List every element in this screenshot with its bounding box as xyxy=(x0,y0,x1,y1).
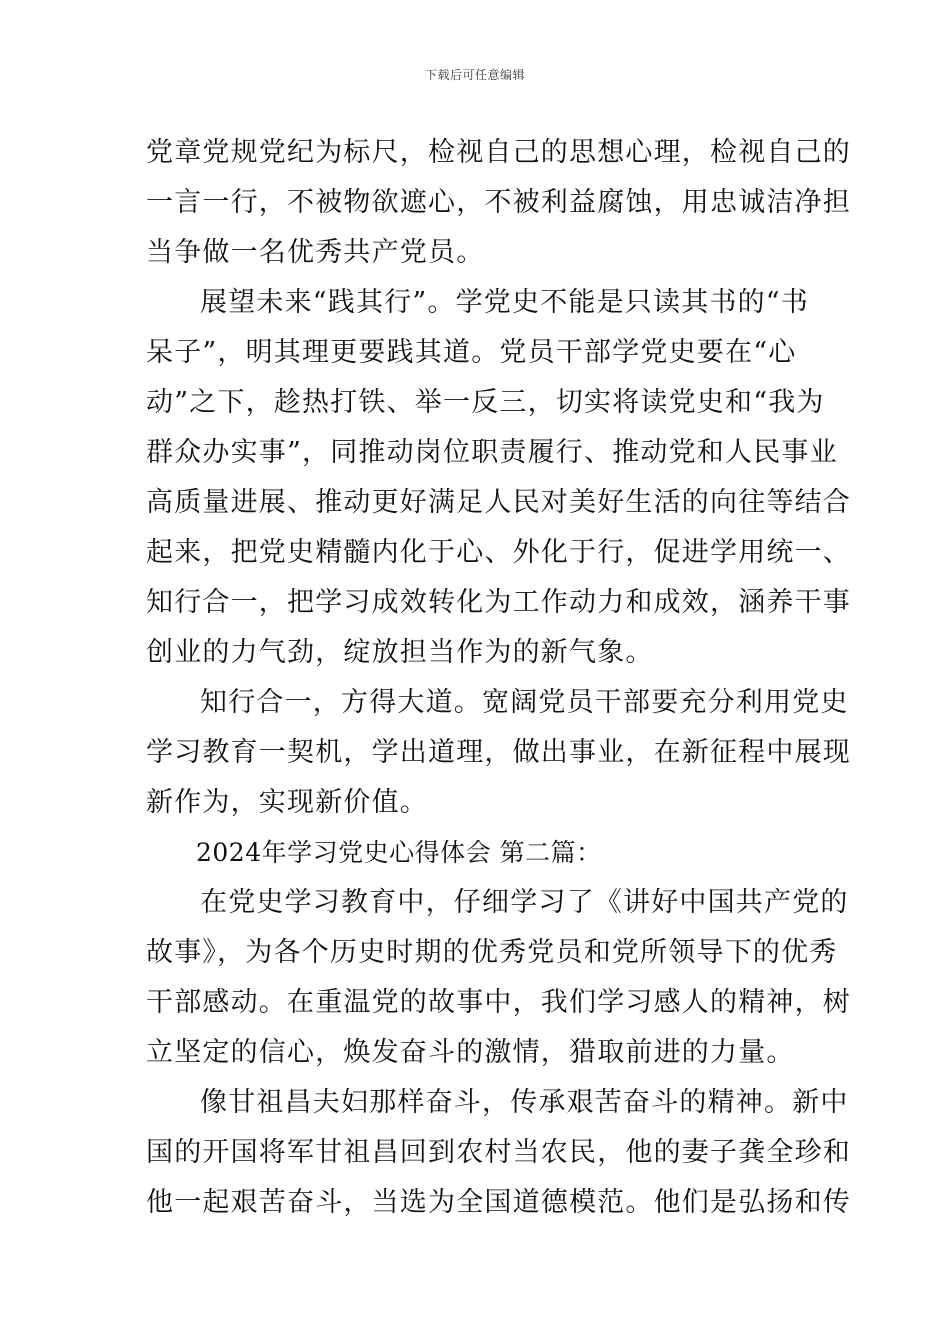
text-line: 学习教育一契机，学出道理，做出事业，在新征程中展现 xyxy=(146,737,851,768)
text-line: 立坚定的信心，焕发奋斗的激情，猎取前进的力量。 xyxy=(146,1037,795,1068)
text-line: 动”之下，趁热打铁、举一反三，切实将读党史和“我为 xyxy=(146,387,825,418)
text-line: 当争做一名优秀共产党员。 xyxy=(146,237,485,268)
section-heading: 2024年学习党史心得体会 第二篇： xyxy=(196,838,602,867)
text-line: 呆子”，明其理更要践其道。党员干部学党史要在“心 xyxy=(146,337,797,368)
text-line: 创业的力气劲，绽放担当作为的新气象。 xyxy=(146,637,654,668)
text-line: 国的开国将军甘祖昌回到农村当农民，他的妻子龚全珍和 xyxy=(146,1137,851,1168)
paragraph-first-line: 像甘祖昌夫妇那样奋斗，传承艰苦奋斗的精神。新中 xyxy=(200,1087,849,1118)
paragraph-first-line: 展望未来“践其行”。学党史不能是只读其书的“书 xyxy=(200,287,810,318)
text-line: 党章党规党纪为标尺，检视自己的思想心理，检视自己的 xyxy=(146,137,851,168)
text-line: 知行合一，把学习成效转化为工作动力和成效，涵养干事 xyxy=(146,587,851,618)
text-line: 故事》，为各个历史时期的优秀党员和党所领导下的优秀 xyxy=(146,937,838,968)
text-line: 他一起艰苦奋斗，当选为全国道德模范。他们是弘扬和传 xyxy=(146,1187,851,1218)
text-line: 高质量进展、推动更好满足人民对美好生活的向往等结合 xyxy=(146,487,851,518)
text-line: 起来，把党史精髓内化于心、外化于行，促进学用统一、 xyxy=(146,537,851,568)
text-line: 干部感动。在重温党的故事中，我们学习感人的精神，树 xyxy=(146,987,851,1018)
document-body xyxy=(146,128,851,1228)
text-line: 群众办实事”，同推动岗位职责履行、推动党和人民事业 xyxy=(146,437,838,468)
page-header-note: 下载后可任意编辑 xyxy=(424,68,525,82)
text-line: 新作为，实现新价值。 xyxy=(146,787,428,818)
text-line: 一言一行，不被物欲遮心，不被利益腐蚀，用忠诚洁净担 xyxy=(146,187,851,218)
paragraph-first-line: 知行合一，方得大道。宽阔党员干部要充分利用党史 xyxy=(200,687,849,718)
paragraph-first-line: 在党史学习教育中，仔细学习了《讲好中国共产党的 xyxy=(200,887,849,918)
